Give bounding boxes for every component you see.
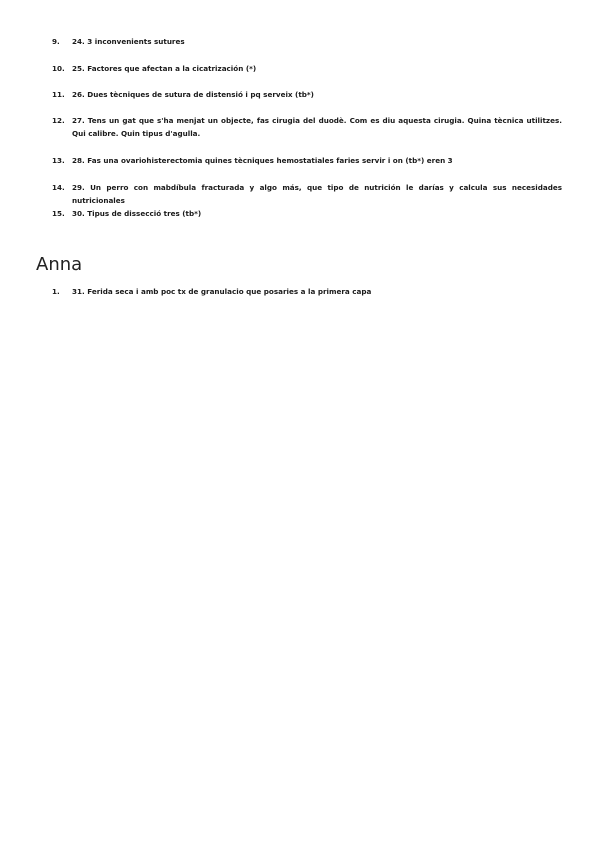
item-number: 13. <box>52 156 65 165</box>
list-item <box>52 89 562 102</box>
item-number: 12. <box>52 116 65 125</box>
item-text: 25. Factores que afectan a la cicatrización (*) <box>72 64 257 73</box>
item-text: 30. Tipus de dissecció tres (tb*) <box>72 209 202 218</box>
list-item <box>52 36 562 49</box>
list-item <box>52 115 562 140</box>
item-text: 26. Dues tècniques de sutura de distensió i pq serveix (tb*) <box>72 90 314 99</box>
list-item <box>52 182 562 207</box>
item-text: 29. Un perro con mabdíbula fracturada y algo más, que tipo de nutrición le darías y calcula sus necesidades nutricionales <box>72 183 562 205</box>
item-number: 11. <box>52 90 65 99</box>
item-number: 9. <box>52 37 60 46</box>
list-item <box>52 63 562 76</box>
item-text: 28. Fas una ovariohisterectomia quines tècniques hemostatiales faries servir i on (tb*) eren 3 <box>72 156 453 165</box>
item-text: 31. Ferida seca i amb poc tx de granulacio que posaries a la primera capa <box>72 287 372 296</box>
section-heading: Anna <box>36 254 83 275</box>
item-text: 27. Tens un gat que s'ha menjat un objecte, fas cirugia del duodè. Com es diu aquesta cirugia. Quina tècnica utilitzes. Qui calibre. Quin tipus d'agulla. <box>72 116 562 138</box>
list-item <box>52 208 562 221</box>
item-number: 1. <box>52 287 60 296</box>
item-number: 10. <box>52 64 65 73</box>
list-item <box>52 286 562 299</box>
item-number: 14. <box>52 183 65 192</box>
item-number: 15. <box>52 209 65 218</box>
list-item <box>52 155 562 168</box>
item-text: 24. 3 inconvenients sutures <box>72 37 185 46</box>
